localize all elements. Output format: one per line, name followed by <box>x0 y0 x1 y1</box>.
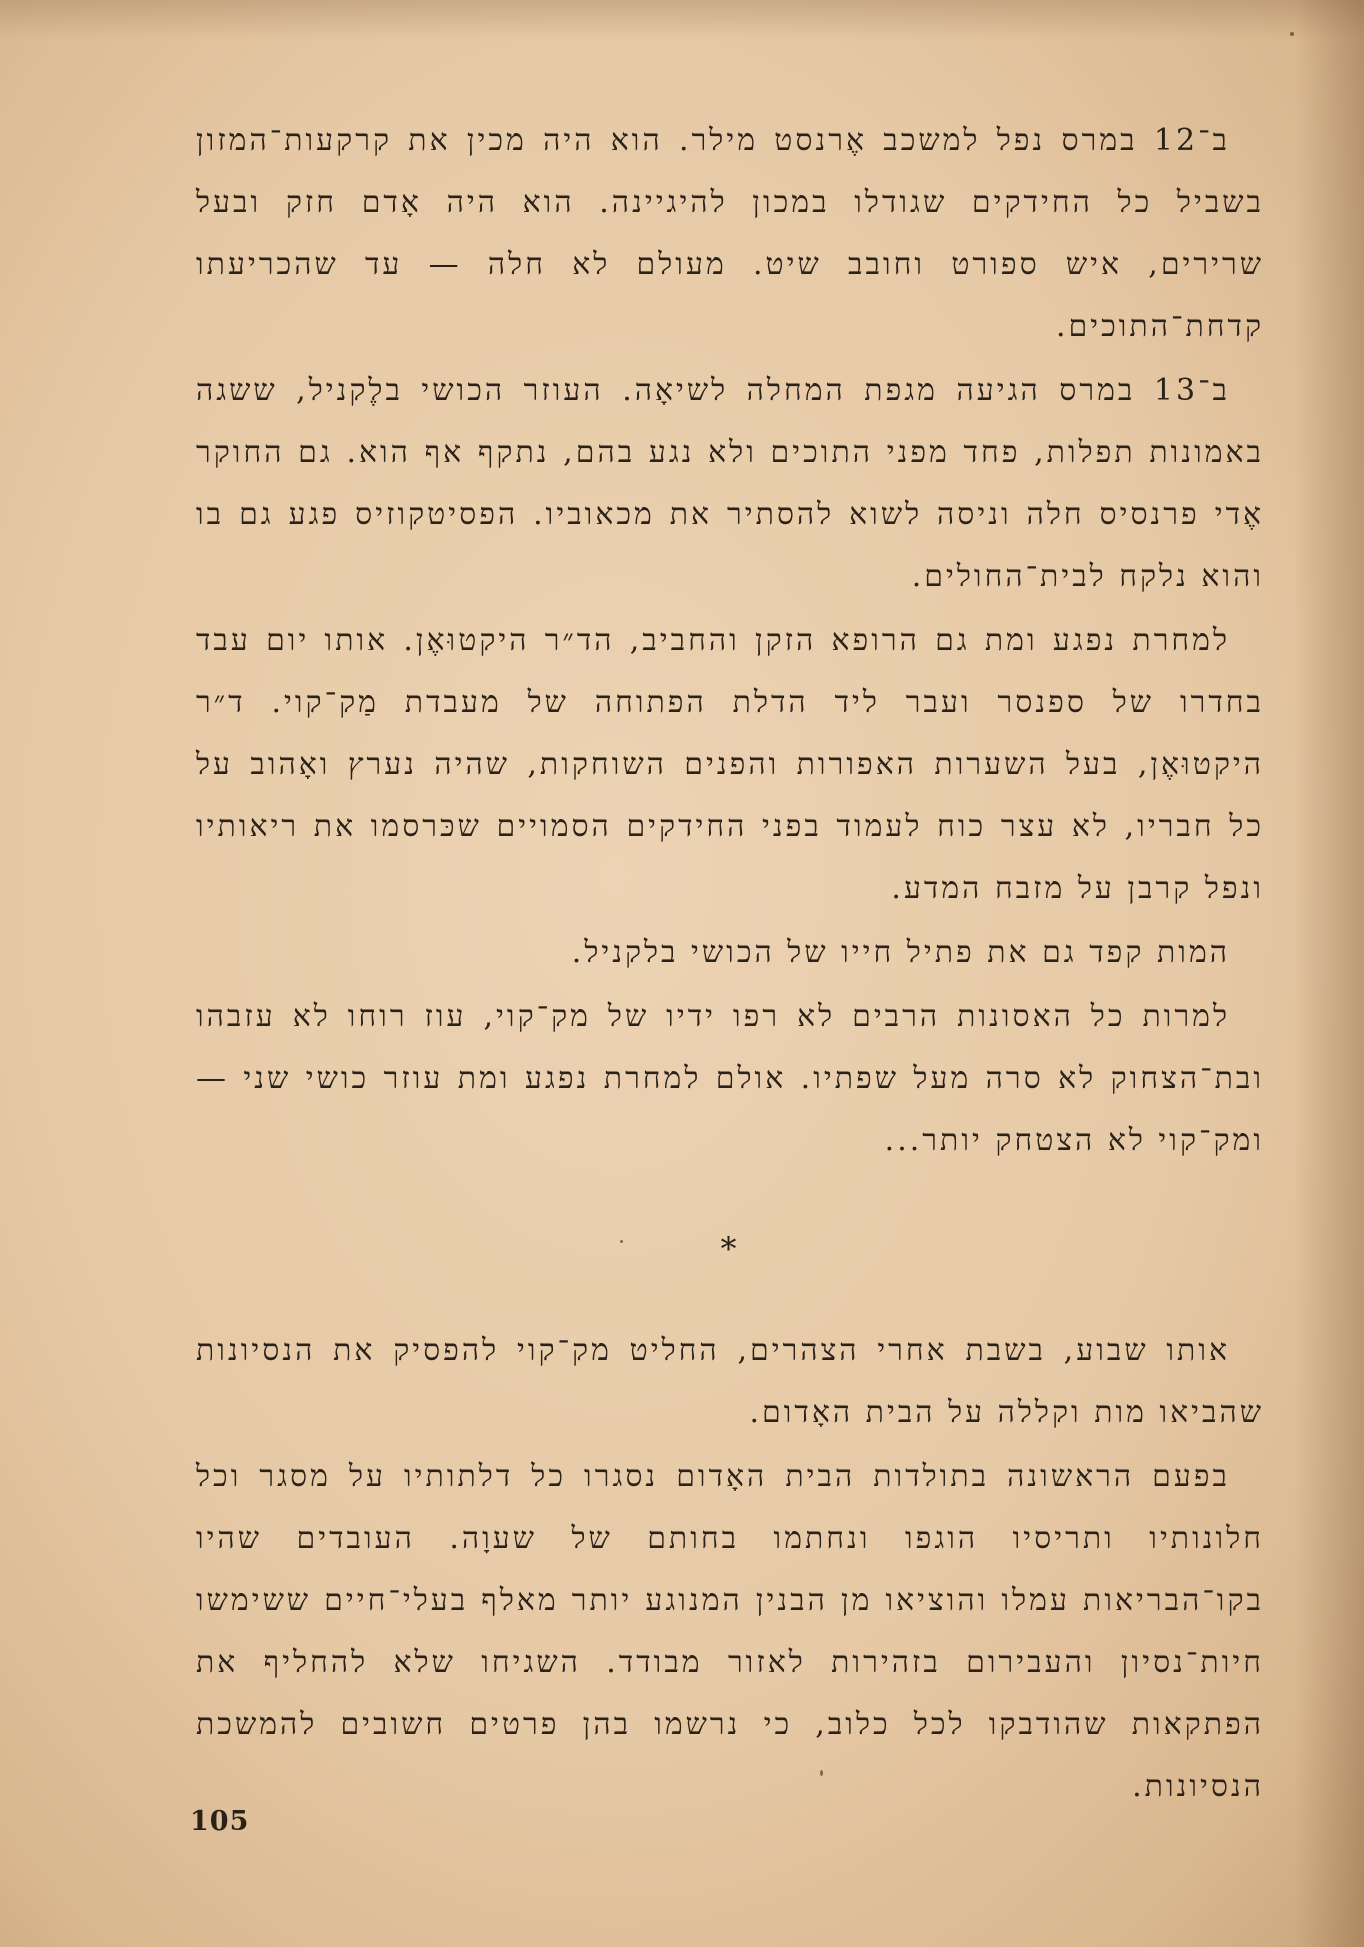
paper-speck <box>1290 32 1294 36</box>
paragraph-miller: ב־12 במרס נפל למשכב אֶרנסט מילר. הוא היה מכין את קרקעות־המזון בשביל כל החידקים שגודלו במכון להיגיינה. הוא היה אָדם חזק ובעל שרירים, איש ספורט וחובב שיט. מעולם לא חלה — עד שהכריעתו קדחת־התוכים. <box>196 123 1264 344</box>
paragraph-blackneil: המות קפד גם את פתיל חייו של הכושי בלקניל. <box>571 935 1230 970</box>
paragraph-stop-experiments: אותו שבוע, בשבת אחרי הצהרים, החליט מק־קוי להפסיק את הנסיונות שהביאו מות וקללה על הבית האָדום. <box>196 1333 1264 1430</box>
paragraph-epidemic-peak: ב־13 במרס הגיעה מגפת המחלה לשיאָה. העוזר הכושי בלֶקניל, ששגה באמונות תפלות, פחד מפני התוכים ולא נגע בהם, נתקף אף הוא. גם החוקר אֶדי פרנסיס חלה וניסה לשוא להסתיר את מכאוביו. הפסיטקוזיס פגע גם בו והוא נלקח לבית־החולים. <box>196 373 1264 594</box>
page-number: 105 <box>190 1806 250 1837</box>
paragraph-red-house-sealed: בפעם הראשונה בתולדות הבית האָדום נסגרו כל דלתותיו על מסגר וכל חלונותיו ותריסיו הוגפו ונחתמו בחותם של שעוָה. העובדים שהיו בקו־הבריאות עמלו והוציאו מן הבנין המנוגע יותר מאלף בעלי־חיים ששימשו חיות־נסיון והעבירום בזהירות לאזור מבודד. השגיחו שלא להחליף את הפתקאות שהודבקו לכל כלוב, כי נרשמו בהן פרטים חשובים להמשכת הנסיונות. <box>196 1459 1264 1804</box>
section-separator: * <box>720 1230 740 1268</box>
paragraph-hektoen: למחרת נפגע ומת גם הרופא הזקן והחביב, הד״ר היקטוּאֶן. אותו יום עבד בחדרו של ספנסר ועבר ליד הדלת הפתוחה של מעבדת מַק־קוי. ד״ר היקטוּאֶן, בעל השערות האפורות והפנים השוחקות, שהיה נערץ ואָהוב על כל חבריו, לא עצר כוח לעמוד בפני החידקים הסמויים שכּרסמו את ריאותיו ונפל קרבן על מזבח המדע. <box>196 623 1264 906</box>
body-text <box>196 110 1264 1820</box>
paragraph-mccoy-spirit: למרות כל האסונות הרבים לא רפו ידיו של מק־קוי, עוז רוחו לא עזבהו ובת־הצחוק לא סרה מעל שפתיו. אולם למחרת נפגע ומת עוזר כושי שני — ומק־קוי לא הצטחק יותר... <box>196 999 1264 1158</box>
